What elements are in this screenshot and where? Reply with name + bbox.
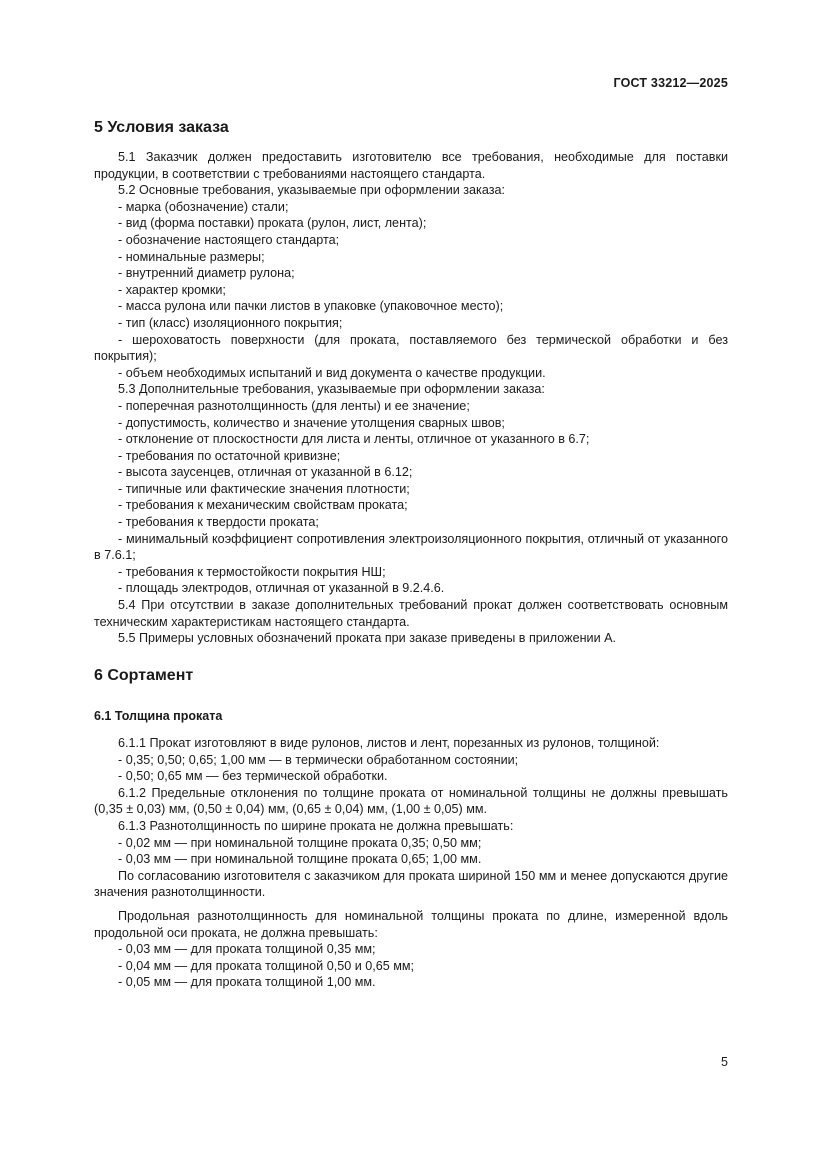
list-item: - внутренний диаметр рулона; — [118, 266, 295, 281]
paragraph-5-5: 5.5 Примеры условных обозначений проката при заказе приведены в приложении А. — [118, 631, 617, 646]
list-item: - 0,02 мм — при номинальной толщине проката 0,35; 0,50 мм; — [118, 835, 482, 850]
paragraph-agreement: По согласованию изготовителя с заказчиком для проката шириной 150 мм и менее допускаются другие значения разнотолщинности. — [94, 868, 728, 900]
list-item: - 0,05 мм — для проката толщиной 1,00 мм. — [118, 975, 376, 990]
list-item: - масса рулона или пачки листов в упаковке (упаковочное место); — [118, 299, 504, 314]
section-6 — [94, 666, 728, 991]
section-5-title: 5 Условия заказа — [94, 119, 229, 136]
list-item: - 0,04 мм — для проката толщиной 0,50 и 0,65 мм; — [118, 958, 415, 973]
list-item: - вид (форма поставки) проката (рулон, лист, лента); — [118, 216, 427, 231]
list-6-1-3 — [94, 835, 728, 868]
list-6-1-1 — [94, 752, 728, 785]
list-item: - отклонение от плоскостности для листа и ленты, отличное от указанного в 6.7; — [118, 432, 590, 447]
section-5 — [94, 118, 728, 647]
list-item: - допустимость, количество и значение утолщения сварных швов; — [118, 415, 505, 430]
page-number: 5 — [721, 1055, 728, 1069]
list-item: - обозначение настоящего стандарта; — [118, 232, 340, 247]
paragraph-5-1: 5.1 Заказчик должен предоставить изготовителю все требования, необходимые для поставки продукции, в соответствии с требованиями настоящего стандарта. — [94, 150, 728, 181]
paragraph-5-2: 5.2 Основные требования, указываемые при оформлении заказа: — [118, 183, 505, 198]
document-code: ГОСТ 33212—2025 — [613, 76, 728, 90]
list-item: - требования к механическим свойствам проката; — [118, 498, 408, 513]
list-item: - тип (класс) изоляционного покрытия; — [118, 315, 343, 330]
list-item: - требования к твердости проката; — [118, 515, 319, 530]
list-item: - минимальный коэффициент сопротивления электроизоляционного покрытия, отличный от указанного в 7.6.1; — [94, 531, 728, 563]
paragraph-5-3: 5.3 Дополнительные требования, указываемые при оформлении заказа: — [118, 382, 545, 397]
list-item: - номинальные размеры; — [118, 249, 265, 264]
paragraph-longitudinal: Продольная разнотолщинность для номинальной толщины проката по длине, измеренной вдоль продольной оси проката, не должна превышать: — [94, 908, 728, 940]
list-item: - объем необходимых испытаний и вид документа о качестве продукции. — [118, 365, 546, 380]
section-6-title: 6 Сортамент — [94, 667, 194, 684]
list-item: - 0,03 мм — при номинальной толщине проката 0,65; 1,00 мм. — [118, 852, 482, 867]
list-item: - марка (обозначение) стали; — [118, 199, 289, 214]
list-item: - шероховатость поверхности (для проката, поставляемого без термической обработки и без покрытия); — [94, 332, 728, 364]
list-item: - 0,35; 0,50; 0,65; 1,00 мм — в термически обработанном состоянии; — [118, 752, 519, 767]
list-5-2 — [94, 199, 728, 382]
list-item: - площадь электродов, отличная от указанной в 9.2.4.6. — [118, 581, 445, 596]
list-item: - типичные или фактические значения плотности; — [118, 481, 410, 496]
list-item: - характер кромки; — [118, 282, 226, 297]
subsection-6-1-title: 6.1 Толщина проката — [94, 709, 223, 723]
list-item: - требования к термостойкости покрытия НШ; — [118, 564, 386, 579]
list-item: - 0,03 мм — для проката толщиной 0,35 мм; — [118, 942, 376, 957]
list-item: - высота заусенцев, отличная от указанной в 6.12; — [118, 465, 413, 480]
list-longitudinal — [94, 941, 728, 991]
list-item: - 0,50; 0,65 мм — без термической обработки. — [118, 769, 388, 784]
list-5-3 — [94, 398, 728, 597]
paragraph-6-1-2: 6.1.2 Предельные отклонения по толщине проката от номинальной толщины не должны превышать (0,35 ± 0,03) мм, (0,50 ± 0,04) мм, (0,65 ± 0,04) мм, (1,00 ± 0,05) мм. — [94, 785, 728, 817]
paragraph-6-1-1: 6.1.1 Прокат изготовляют в виде рулонов, листов и лент, порезанных из рулонов, толщиной: — [118, 736, 660, 750]
paragraph-6-1-3: 6.1.3 Разнотолщинность по ширине проката не должна превышать: — [118, 818, 514, 833]
paragraph-5-4: 5.4 При отсутствии в заказе дополнительных требований прокат должен соответствовать основным техническим характеристикам настоящего стандарта. — [94, 598, 728, 629]
list-item: - поперечная разнотолщинность (для ленты) и ее значение; — [118, 398, 470, 413]
list-item: - требования по остаточной кривизне; — [118, 448, 341, 463]
